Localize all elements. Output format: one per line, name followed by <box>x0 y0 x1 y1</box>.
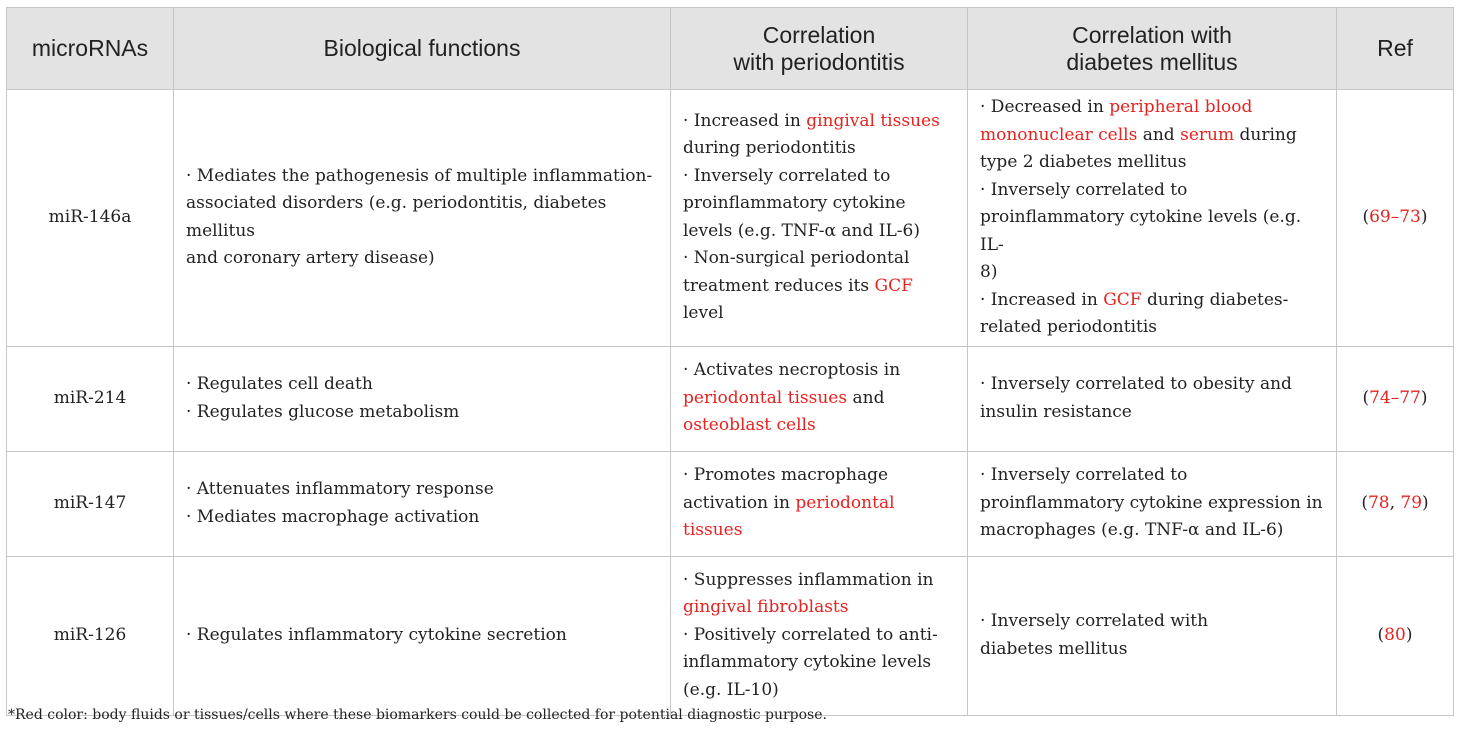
cell-text: activation in <box>683 492 796 513</box>
highlighted-term: 79 <box>1400 492 1423 513</box>
cell-line <box>186 622 658 650</box>
cell-line <box>980 636 1324 664</box>
header-cell-0 <box>7 8 174 90</box>
ref-citation <box>1349 204 1441 232</box>
highlighted-term: mononuclear cells <box>980 124 1138 145</box>
functions-cell <box>174 346 671 451</box>
cell-line <box>186 163 658 191</box>
cell-text: · Increased in <box>980 289 1104 310</box>
cell-text: · Increased in <box>683 110 807 131</box>
cell-line <box>683 677 955 705</box>
cell-line <box>683 273 955 328</box>
ref-citation <box>1349 385 1441 413</box>
periodontitis-cell <box>671 346 968 451</box>
cell-text: type 2 diabetes mellitus <box>980 152 1187 172</box>
table-row <box>7 451 1454 556</box>
highlighted-term: periodontal tissues <box>683 387 848 408</box>
highlighted-term: peripheral blood <box>1109 97 1253 117</box>
header-label: diabetes mellitus <box>1066 48 1238 75</box>
header-label: Correlation <box>762 21 876 48</box>
cell-text: inflammatory cytokine levels <box>683 652 932 673</box>
cell-line <box>683 412 955 440</box>
cell-line <box>980 204 1324 259</box>
ref-citation <box>1349 622 1441 650</box>
cell-text: level <box>683 303 724 324</box>
cell-line <box>980 371 1324 399</box>
cell-line <box>980 517 1324 545</box>
cell-text: · Regulates cell death <box>186 374 373 394</box>
cell-text: during diabetes- <box>1141 289 1289 310</box>
highlighted-term: 74–77 <box>1369 387 1421 408</box>
cell-text: levels (e.g. TNF-α and IL-6) <box>683 220 920 241</box>
cell-text: macrophages (e.g. TNF-α and IL-6) <box>980 520 1284 541</box>
cell-line <box>980 177 1324 205</box>
functions-cell <box>174 556 671 715</box>
header-label: Correlation with <box>1072 21 1232 48</box>
cell-text: treatment reduces its <box>683 275 875 296</box>
cell-line <box>683 385 955 413</box>
cell-line <box>683 190 955 218</box>
ref-cell <box>1337 90 1454 347</box>
highlighted-term: 78 <box>1367 492 1390 513</box>
table-footnote: *Red color: body fluids or tissues/cells where these biomarkers could be collected for potential diagnostic purpose. <box>8 707 827 723</box>
cell-text: · Activates necroptosis in <box>683 360 901 381</box>
cell-line <box>980 259 1324 287</box>
cell-text: ) <box>1420 207 1428 227</box>
cell-text: related periodontitis <box>980 317 1158 337</box>
cell-line <box>980 490 1324 518</box>
cell-line <box>683 462 955 490</box>
highlighted-term: serum <box>1180 124 1235 145</box>
cell-text: and <box>847 387 885 408</box>
cell-text: · Positively correlated to anti- <box>683 624 938 645</box>
cell-line <box>980 94 1324 122</box>
ref-cell <box>1337 346 1454 451</box>
cell-line <box>683 622 955 650</box>
cell-line <box>980 287 1324 315</box>
cell-line <box>683 245 955 273</box>
table-container <box>6 7 1453 716</box>
cell-text: · Regulates glucose metabolism <box>186 401 460 422</box>
cell-line <box>980 462 1324 490</box>
mirna-name: miR-214 <box>7 346 174 451</box>
table-row <box>7 346 1454 451</box>
mirna-name: miR-126 <box>7 556 174 715</box>
cell-line <box>186 245 658 273</box>
cell-text: ( <box>1362 207 1370 227</box>
cell-text: proinflammatory cytokine expression in <box>980 492 1323 513</box>
highlighted-term: GCF <box>874 275 913 296</box>
header-label: Ref <box>1377 35 1413 61</box>
highlighted-term: gingival fibroblasts <box>683 597 849 618</box>
cell-line <box>186 399 658 427</box>
header-cell-2 <box>671 8 968 90</box>
table-row <box>7 90 1454 347</box>
cell-text: · Promotes macrophage <box>683 465 889 486</box>
ref-citation <box>1349 490 1441 518</box>
header-label: microRNAs <box>31 35 149 61</box>
highlighted-term: osteoblast cells <box>683 415 816 436</box>
cell-line <box>683 594 955 622</box>
header-row <box>7 8 1454 90</box>
diabetes-cell <box>968 346 1337 451</box>
cell-line <box>683 135 955 163</box>
cell-text: insulin resistance <box>980 401 1132 422</box>
cell-line <box>186 504 658 532</box>
cell-text: , <box>1389 492 1401 513</box>
mirna-name: miR-147 <box>7 451 174 556</box>
cell-text: associated disorders (e.g. periodontitis, diabetes mellitus <box>186 193 607 241</box>
cell-text: · Inversely correlated to <box>980 465 1188 486</box>
cell-text: · Attenuates inflammatory response <box>186 479 494 499</box>
cell-line <box>683 357 955 385</box>
cell-line <box>683 567 955 595</box>
table-row <box>7 556 1454 715</box>
diabetes-cell <box>968 556 1337 715</box>
ref-cell <box>1337 556 1454 715</box>
cell-line <box>980 399 1324 427</box>
cell-text: · Decreased in <box>980 97 1110 117</box>
cell-text: and <box>1137 124 1181 145</box>
cell-text: · Inversely correlated to <box>683 165 891 186</box>
cell-text: · Inversely correlated to <box>980 179 1188 200</box>
cell-text: · Inversely correlated with <box>980 611 1209 631</box>
functions-cell <box>174 90 671 347</box>
header-label: Biological functions <box>323 35 521 61</box>
cell-text: 8) <box>980 262 998 282</box>
cell-text: ) <box>1420 387 1428 408</box>
cell-text: diabetes mellitus <box>980 638 1128 659</box>
diabetes-cell <box>968 90 1337 347</box>
header-cell-4 <box>1337 8 1454 90</box>
cell-text: · Mediates macrophage activation <box>186 506 480 527</box>
cell-text: · Suppresses inflammation in <box>683 569 934 590</box>
highlighted-term: periodontal tissues <box>683 492 895 541</box>
functions-cell <box>174 451 671 556</box>
highlighted-term: 69–73 <box>1369 207 1421 227</box>
cell-text: · Mediates the pathogenesis of multiple inflammation- <box>186 165 653 186</box>
cell-text: proinflammatory cytokine levels (e.g. IL- <box>980 207 1302 255</box>
cell-text: ) <box>1422 492 1429 513</box>
ref-cell <box>1337 451 1454 556</box>
cell-line <box>683 163 955 191</box>
highlighted-term: 80 <box>1384 624 1406 645</box>
cell-text: and coronary artery disease) <box>186 248 435 269</box>
highlighted-term: GCF <box>1103 289 1142 310</box>
cell-text: during periodontitis <box>683 138 856 159</box>
cell-text: ( <box>1361 492 1368 513</box>
cell-text: ) <box>1405 624 1413 645</box>
cell-line <box>980 149 1324 177</box>
cell-line <box>186 371 658 399</box>
cell-text: (e.g. IL-10) <box>683 679 779 700</box>
cell-text: · Inversely correlated to obesity and <box>980 374 1292 394</box>
cell-line <box>186 476 658 504</box>
cell-text: proinflammatory cytokine <box>683 193 906 214</box>
cell-line <box>683 649 955 677</box>
cell-text: · Non-surgical periodontal <box>683 248 910 269</box>
cell-line <box>980 122 1324 150</box>
periodontitis-cell <box>671 556 968 715</box>
header-cell-3 <box>968 8 1337 90</box>
mirna-name: miR-146a <box>7 90 174 347</box>
cell-text: during <box>1234 124 1297 145</box>
header-label: with periodontitis <box>733 48 905 75</box>
cell-text: · Regulates inflammatory cytokine secretion <box>186 624 567 645</box>
cell-text: ( <box>1362 387 1370 408</box>
cell-text: ( <box>1377 624 1385 645</box>
cell-line <box>980 314 1324 342</box>
cell-line <box>980 608 1324 636</box>
periodontitis-cell <box>671 451 968 556</box>
cell-line <box>683 490 955 545</box>
microrna-table <box>6 7 1454 716</box>
cell-line <box>186 190 658 245</box>
cell-line <box>683 218 955 246</box>
highlighted-term: gingival tissues <box>806 110 940 131</box>
diabetes-cell <box>968 451 1337 556</box>
cell-line <box>683 108 955 136</box>
periodontitis-cell <box>671 90 968 347</box>
header-cell-1 <box>174 8 671 90</box>
